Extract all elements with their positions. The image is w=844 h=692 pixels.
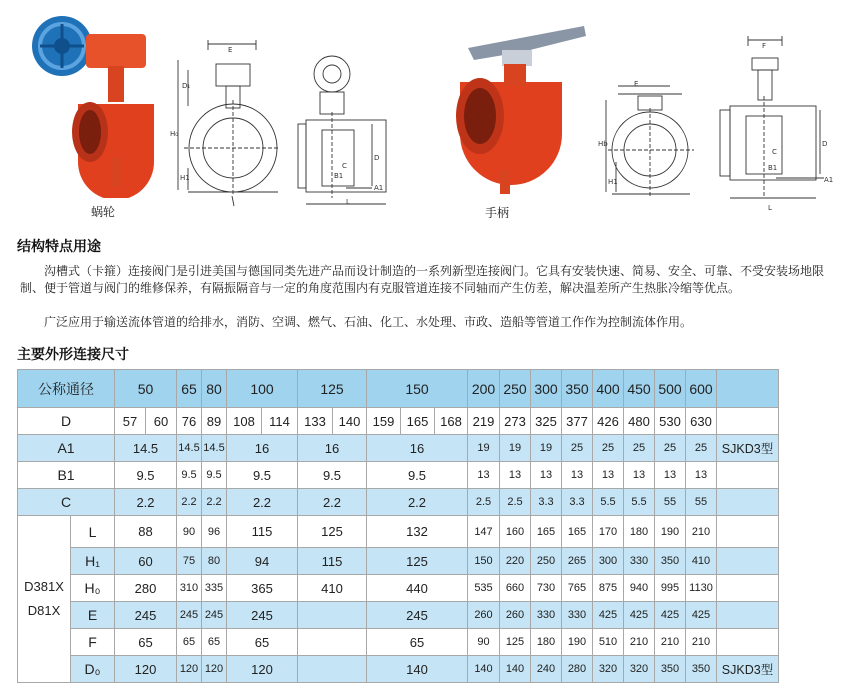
cell: 13: [500, 462, 531, 489]
cell: 165: [531, 516, 562, 548]
cell: 190: [655, 516, 686, 548]
row-label: E: [71, 602, 115, 629]
cell: 180: [624, 516, 655, 548]
cell: 265: [562, 548, 593, 575]
worm-gear-valve-image: [28, 8, 158, 198]
header-size: 200: [468, 370, 500, 408]
cell: 320: [593, 656, 624, 683]
row-label: H₁: [71, 548, 115, 575]
dim-label-e: E: [228, 46, 233, 54]
cell: 19: [531, 435, 562, 462]
cell: 25: [593, 435, 624, 462]
table-header-row: [18, 370, 779, 408]
cell: 90: [468, 629, 500, 656]
cell: 13: [593, 462, 624, 489]
header-empty: [717, 370, 779, 408]
table-row-f: [18, 629, 779, 656]
row-label: A1: [18, 435, 115, 462]
cell: 1130: [686, 575, 717, 602]
cell: 410: [686, 548, 717, 575]
dim-label-b1-2: B1: [768, 164, 778, 172]
cell: 995: [655, 575, 686, 602]
model-note: SJKD3型: [717, 435, 779, 462]
cell: 140: [500, 656, 531, 683]
cell: 19: [500, 435, 531, 462]
cell: 180: [531, 629, 562, 656]
dim-label-c-2: C: [772, 148, 777, 156]
cell: 245: [367, 602, 468, 629]
product-figures: [0, 0, 844, 232]
cell: 25: [562, 435, 593, 462]
cell: 19: [468, 435, 500, 462]
cell: 245: [115, 602, 177, 629]
cell: 147: [468, 516, 500, 548]
cell: 330: [562, 602, 593, 629]
cell: 3.3: [562, 489, 593, 516]
cell: 240: [531, 656, 562, 683]
cell: 440: [367, 575, 468, 602]
cell: 350: [686, 656, 717, 683]
cell: 510: [593, 629, 624, 656]
table-row-h1: [18, 548, 779, 575]
cell: 2.2: [367, 489, 468, 516]
cell: 425: [655, 602, 686, 629]
table-row-d: [18, 408, 779, 435]
cell-empty: [717, 548, 779, 575]
cell: 16: [298, 435, 367, 462]
dim-label-c: C: [342, 162, 347, 170]
cell: 660: [500, 575, 531, 602]
row-label: C: [18, 489, 115, 516]
table-row-l: [18, 516, 779, 548]
features-paragraph-2: 广泛应用于输送流体管道的给排水，消防、空调、燃气、石油、化工、水处理、市政、造船等管道工作作为控制流体作用。: [44, 315, 693, 329]
cell: 280: [115, 575, 177, 602]
table-row-h0: [18, 575, 779, 602]
worm-valve-side-drawing: [286, 48, 398, 208]
cell: 210: [686, 629, 717, 656]
cell: 2.2: [298, 489, 367, 516]
cell: 325: [531, 408, 562, 435]
cell: 120: [227, 656, 298, 683]
section-title-features: 结构特点用途: [17, 239, 101, 255]
cell: 260: [500, 602, 531, 629]
cell: 115: [298, 548, 367, 575]
cell: 140: [333, 408, 367, 435]
cell: 168: [435, 408, 468, 435]
cell: 535: [468, 575, 500, 602]
cell: 9.5: [298, 462, 367, 489]
cell: 14.5: [115, 435, 177, 462]
cell: 875: [593, 575, 624, 602]
cell: 125: [298, 516, 367, 548]
cell: 25: [686, 435, 717, 462]
cell-empty: [717, 602, 779, 629]
cell: 273: [500, 408, 531, 435]
cell: 190: [562, 629, 593, 656]
header-size: 50: [115, 370, 177, 408]
cell: 159: [367, 408, 401, 435]
cell: 480: [624, 408, 655, 435]
row-label: H₀: [71, 575, 115, 602]
cell: 125: [500, 629, 531, 656]
cell: 125: [367, 548, 468, 575]
dim-label-e2: E: [634, 80, 639, 88]
cell: 13: [686, 462, 717, 489]
dim-label-l: L: [346, 198, 350, 206]
cell: 89: [202, 408, 227, 435]
cell: 80: [202, 548, 227, 575]
header-size: 600: [686, 370, 717, 408]
cell: 219: [468, 408, 500, 435]
row-label: D₀: [71, 656, 115, 683]
cell-empty: [717, 462, 779, 489]
cell: 13: [624, 462, 655, 489]
cell: 9.5: [115, 462, 177, 489]
cell: 2.5: [468, 489, 500, 516]
table-row-c: [18, 489, 779, 516]
row-label: B1: [18, 462, 115, 489]
row-label: L: [71, 516, 115, 548]
cell: 245: [227, 602, 298, 629]
cell: 410: [298, 575, 367, 602]
cell: 14.5: [177, 435, 202, 462]
model-group-label: [18, 516, 71, 683]
cell: 150: [468, 548, 500, 575]
section-title-dimensions: 主要外形连接尺寸: [17, 347, 129, 363]
handle-valve-front-drawing: [598, 80, 702, 210]
cell: 140: [468, 656, 500, 683]
model-d381x: D381X: [24, 579, 64, 594]
cell: 120: [202, 656, 227, 683]
model-note: SJKD3型: [717, 656, 779, 683]
cell-empty: [717, 629, 779, 656]
header-size: 125: [298, 370, 367, 408]
cell-empty: [717, 489, 779, 516]
cell: 65: [367, 629, 468, 656]
row-label: F: [71, 629, 115, 656]
cell: 280: [562, 656, 593, 683]
cell: 5.5: [624, 489, 655, 516]
cell: [298, 656, 367, 683]
cell: 245: [202, 602, 227, 629]
cell: 9.5: [227, 462, 298, 489]
cell: 425: [593, 602, 624, 629]
table-row-a1: [18, 435, 779, 462]
features-paragraph-1: 沟槽式（卡箍）连接阀门是引进美国与德国同类先进产品而设计制造的一系列新型连接阀门。它具有安装快速、简易、安全、可靠、不受安装场地限制、便于管道与阀门的维修保养，有隔振隔音与一定的角度范围内有克服管道连接不同轴而产生仿差，解决温差所产生热胀冷缩等优点。: [20, 264, 825, 295]
handle-caption: 手柄: [485, 206, 510, 220]
cell: 14.5: [202, 435, 227, 462]
model-d81x: D81X: [27, 603, 61, 618]
header-size: 300: [531, 370, 562, 408]
cell: 13: [531, 462, 562, 489]
cell: 55: [655, 489, 686, 516]
worm-gear-caption: 蜗轮: [91, 205, 116, 219]
cell: 350: [655, 656, 686, 683]
cell: 13: [562, 462, 593, 489]
cell: 2.2: [115, 489, 177, 516]
worm-valve-front-drawing: [164, 40, 280, 208]
cell: 94: [227, 548, 298, 575]
cell: 210: [624, 629, 655, 656]
cell: 9.5: [177, 462, 202, 489]
dim-label-hb: Hb: [598, 140, 608, 148]
cell-empty: [717, 516, 779, 548]
cell: 65: [227, 629, 298, 656]
header-size: 450: [624, 370, 655, 408]
cell: 210: [655, 629, 686, 656]
cell: 90: [177, 516, 202, 548]
header-size: 500: [655, 370, 686, 408]
cell: 65: [202, 629, 227, 656]
cell: 9.5: [367, 462, 468, 489]
handle-valve-side-drawing: [706, 36, 838, 212]
cell: 115: [227, 516, 298, 548]
cell: 730: [531, 575, 562, 602]
cell: 3.3: [531, 489, 562, 516]
cell: 310: [177, 575, 202, 602]
cell: 350: [655, 548, 686, 575]
cell: 377: [562, 408, 593, 435]
cell: 425: [624, 602, 655, 629]
table-row-b1: [18, 462, 779, 489]
cell: 630: [686, 408, 717, 435]
cell: 165: [562, 516, 593, 548]
cell: 335: [202, 575, 227, 602]
cell: 133: [298, 408, 333, 435]
cell: 2.2: [227, 489, 298, 516]
dim-label-b1: B1: [334, 172, 344, 180]
dim-label-d-2: D: [822, 140, 828, 148]
cell: 96: [202, 516, 227, 548]
cell: 2.2: [202, 489, 227, 516]
cell: 13: [468, 462, 500, 489]
cell: 75: [177, 548, 202, 575]
cell: 16: [227, 435, 298, 462]
cell: 330: [624, 548, 655, 575]
cell: [298, 629, 367, 656]
cell: 260: [468, 602, 500, 629]
cell: 120: [177, 656, 202, 683]
header-size: 250: [500, 370, 531, 408]
cell: 320: [624, 656, 655, 683]
cell: 25: [624, 435, 655, 462]
cell: 940: [624, 575, 655, 602]
cell: 245: [177, 602, 202, 629]
dim-label-d: D: [374, 154, 380, 162]
cell: [298, 602, 367, 629]
cell: 65: [177, 629, 202, 656]
cell: 120: [115, 656, 177, 683]
cell: 16: [367, 435, 468, 462]
dim-label-h1b: H1: [608, 178, 618, 186]
cell-empty: [717, 408, 779, 435]
cell: 165: [401, 408, 435, 435]
cell: 300: [593, 548, 624, 575]
cell: 330: [531, 602, 562, 629]
header-size: 65: [177, 370, 202, 408]
cell: 220: [500, 548, 531, 575]
header-size: 150: [367, 370, 468, 408]
handle-valve-image: [448, 22, 598, 198]
cell: 250: [531, 548, 562, 575]
table-row-e: [18, 602, 779, 629]
dim-label-l-2: L: [768, 204, 772, 212]
dim-label-a1: A1: [374, 184, 384, 192]
dim-label-d1: D₁: [182, 82, 191, 90]
header-size: 350: [562, 370, 593, 408]
cell: 170: [593, 516, 624, 548]
header-size: 80: [202, 370, 227, 408]
cell: 765: [562, 575, 593, 602]
cell: 13: [655, 462, 686, 489]
cell-empty: [717, 575, 779, 602]
table-row-d0: [18, 656, 779, 683]
cell: 426: [593, 408, 624, 435]
cell: 60: [146, 408, 177, 435]
cell: 25: [655, 435, 686, 462]
cell: 425: [686, 602, 717, 629]
cell: 65: [115, 629, 177, 656]
cell: 132: [367, 516, 468, 548]
cell: 210: [686, 516, 717, 548]
header-nominal-diameter: 公称通径: [18, 370, 115, 408]
cell: 2.5: [500, 489, 531, 516]
row-label: D: [18, 408, 115, 435]
cell: 108: [227, 408, 262, 435]
dim-label-h1: H1: [180, 174, 190, 182]
cell: 57: [115, 408, 146, 435]
dim-label-f: F: [762, 42, 767, 50]
header-size: 100: [227, 370, 298, 408]
header-size: 400: [593, 370, 624, 408]
dimensions-table: [17, 369, 779, 683]
cell: 88: [115, 516, 177, 548]
dim-label-a1-2: A1: [824, 176, 834, 184]
cell: 55: [686, 489, 717, 516]
cell: 2.2: [177, 489, 202, 516]
cell: 114: [262, 408, 298, 435]
cell: 5.5: [593, 489, 624, 516]
cell: 160: [500, 516, 531, 548]
cell: 140: [367, 656, 468, 683]
cell: 60: [115, 548, 177, 575]
cell: 76: [177, 408, 202, 435]
cell: 9.5: [202, 462, 227, 489]
cell: 365: [227, 575, 298, 602]
cell: 530: [655, 408, 686, 435]
dim-label-h0: H₀: [170, 130, 179, 138]
